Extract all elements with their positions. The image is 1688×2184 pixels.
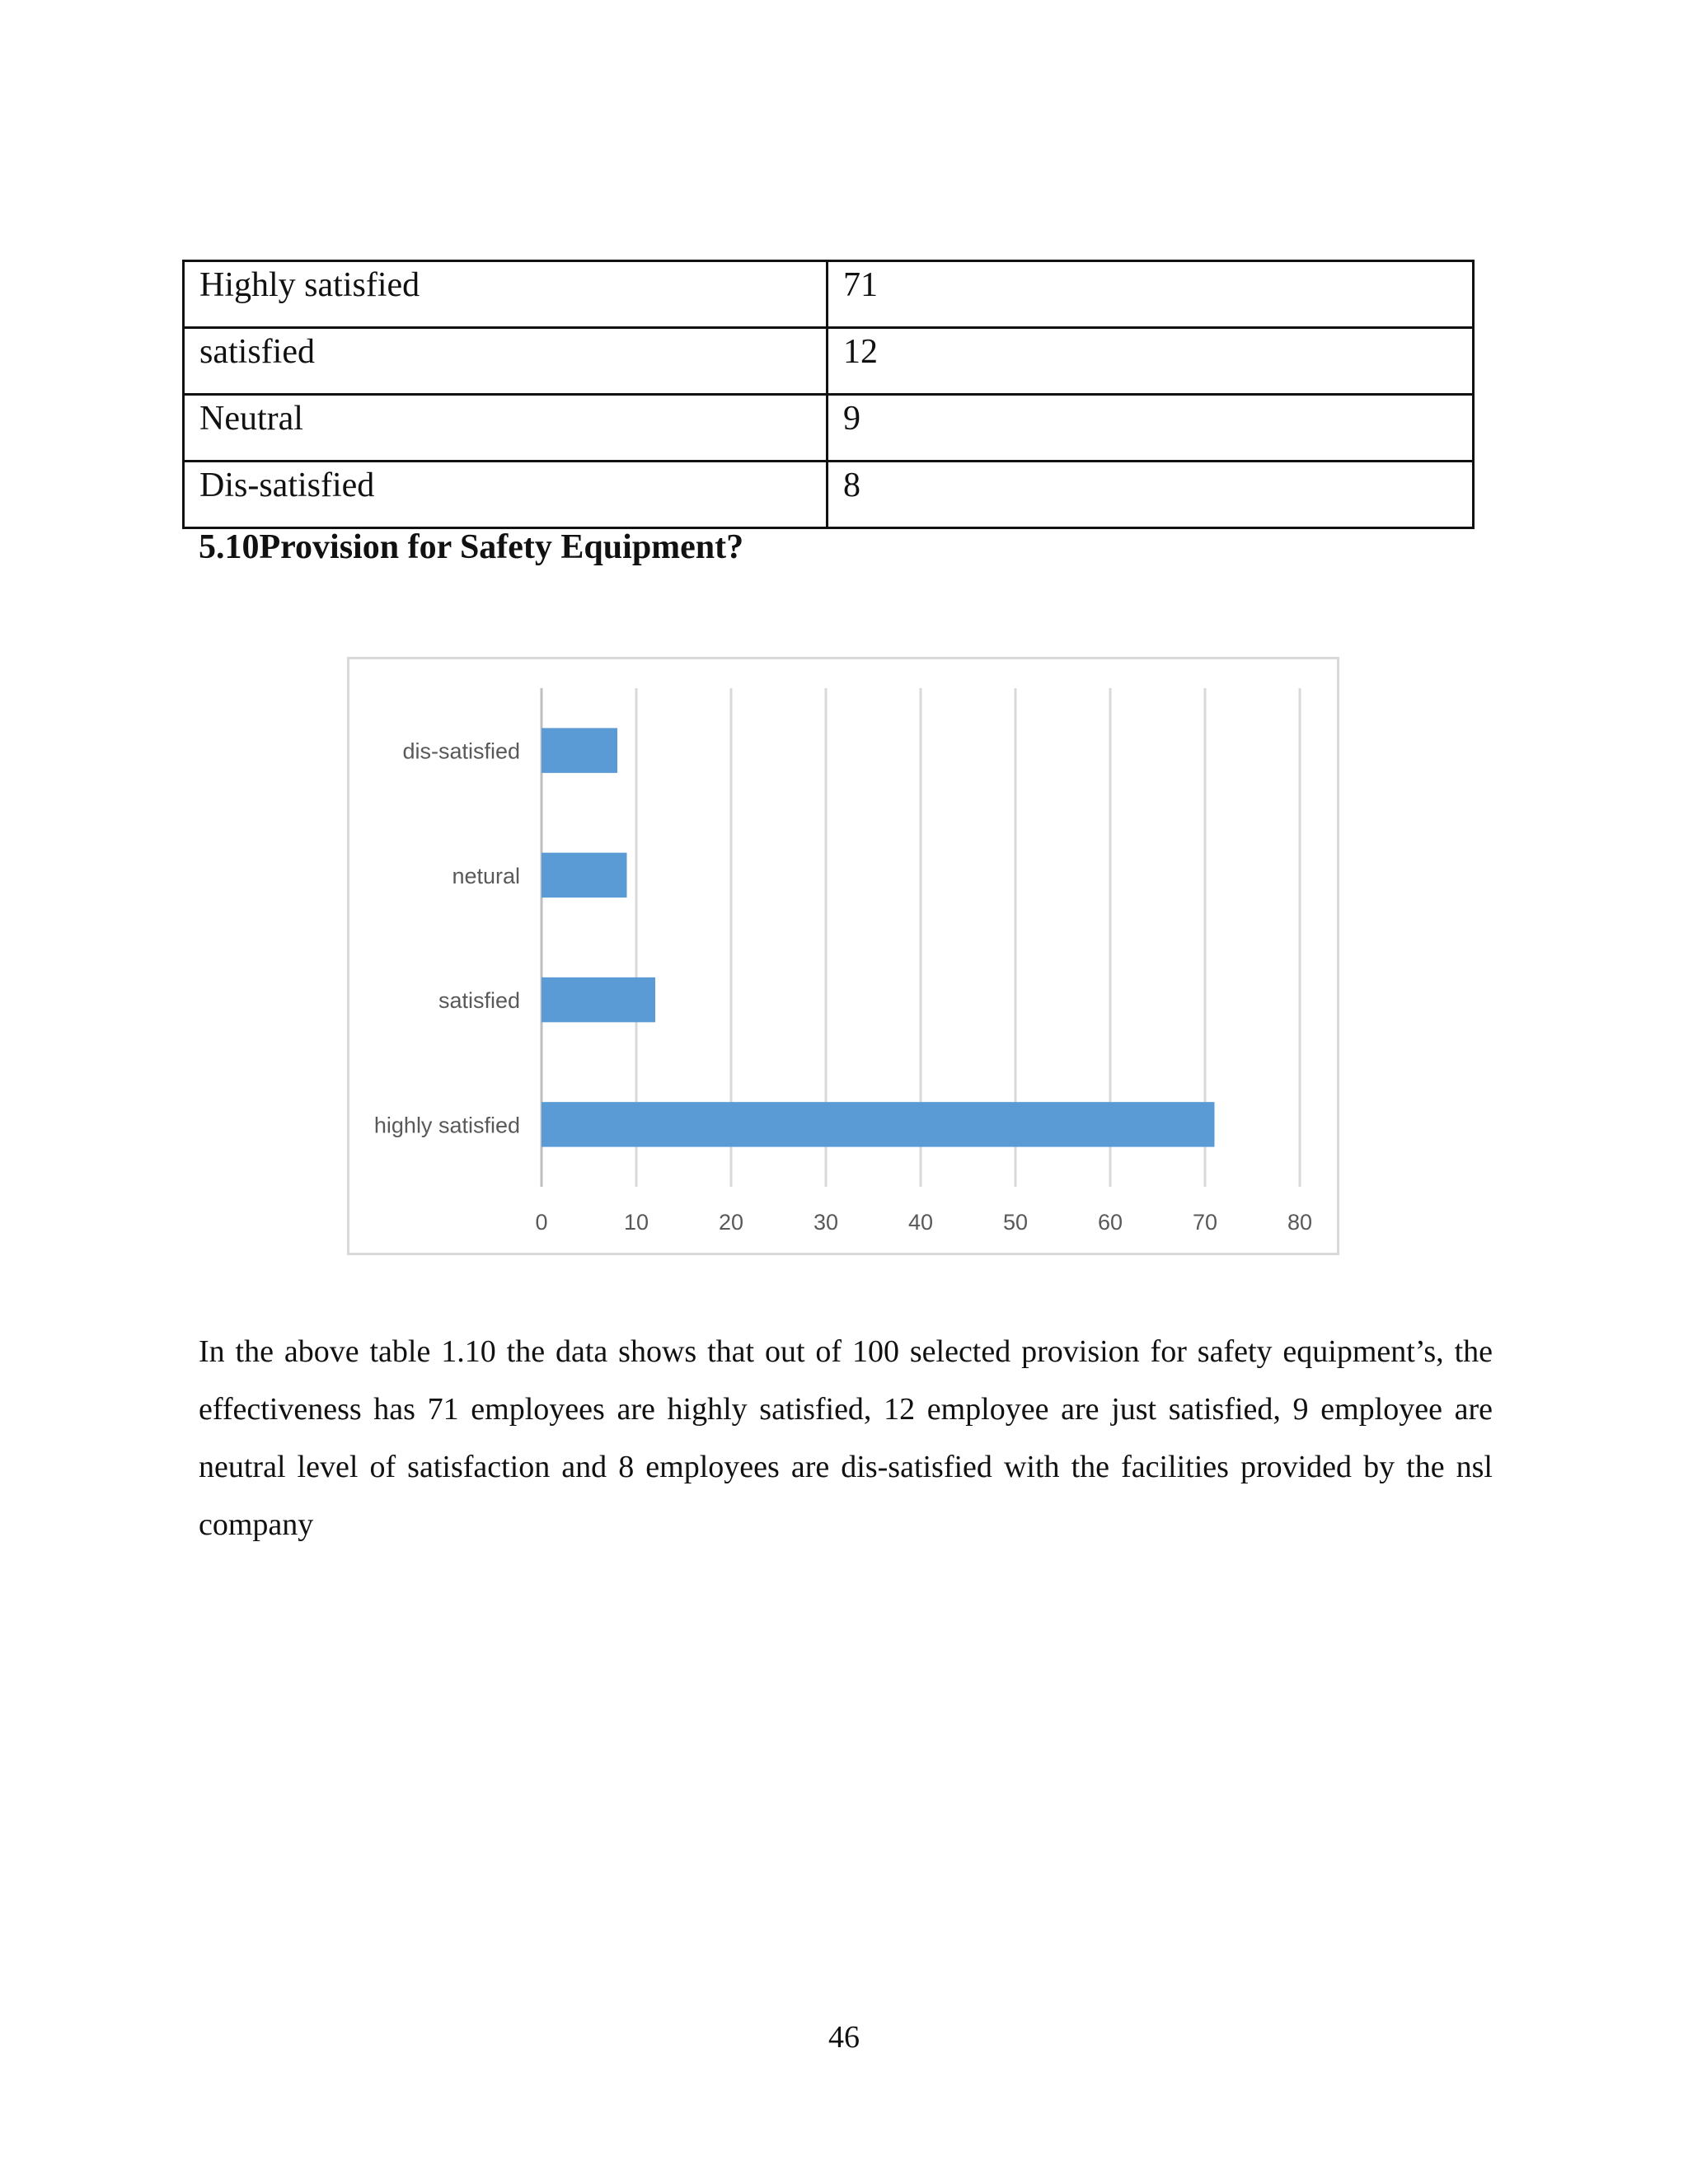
x-tick-label: 10 xyxy=(623,1210,649,1235)
table-cell-value: 9 xyxy=(828,395,1474,462)
category-label: dis-satisfied xyxy=(402,738,520,764)
bar-dis-satisfied xyxy=(542,728,617,772)
table-cell-label: Neutral xyxy=(184,395,828,462)
bar-chart xyxy=(347,657,1339,1255)
x-tick-label: 20 xyxy=(718,1210,744,1235)
table-row xyxy=(184,395,1474,462)
x-tick-label: 80 xyxy=(1287,1210,1313,1235)
table-row xyxy=(184,462,1474,528)
bar-highly-satisfied xyxy=(542,1102,1215,1146)
table-cell-label: satisfied xyxy=(184,328,828,395)
table-cell-label: Dis-satisfied xyxy=(184,462,828,528)
description-paragraph: In the above table 1.10 the data shows that out of 100 selected provision for safety equipment’s, the effectiveness has 71 employees are highly satisfied, 12 employee are just satisfied, 9 employee are neutral level of satisfaction and 8 employees are dis-satisfied with the facilities provided by the nsl company xyxy=(199,1334,1493,1542)
category-label: highly satisfied xyxy=(373,1113,520,1138)
x-tick-label: 30 xyxy=(813,1210,839,1235)
bar-netural xyxy=(542,853,627,898)
table-cell-label: Highly satisfied xyxy=(184,261,828,328)
table-row xyxy=(184,261,1474,328)
category-label: satisfied xyxy=(438,988,520,1014)
x-tick-label: 0 xyxy=(535,1210,548,1235)
table-cell-value: 12 xyxy=(828,328,1474,395)
bar-chart-svg xyxy=(349,659,1337,1253)
satisfaction-table xyxy=(182,260,1475,529)
section-title: 5.10Provision for Safety Equipment? xyxy=(199,528,744,566)
x-tick-label: 60 xyxy=(1097,1210,1123,1235)
table-row xyxy=(184,328,1474,395)
page-number: 46 xyxy=(828,2020,860,2055)
table-cell-value: 71 xyxy=(828,261,1474,328)
x-tick-label: 50 xyxy=(1002,1210,1029,1235)
x-tick-label: 70 xyxy=(1192,1210,1218,1235)
bar-satisfied xyxy=(542,977,655,1022)
table-cell-value: 8 xyxy=(828,462,1474,528)
category-label: netural xyxy=(452,863,520,888)
x-tick-label: 40 xyxy=(907,1210,934,1235)
